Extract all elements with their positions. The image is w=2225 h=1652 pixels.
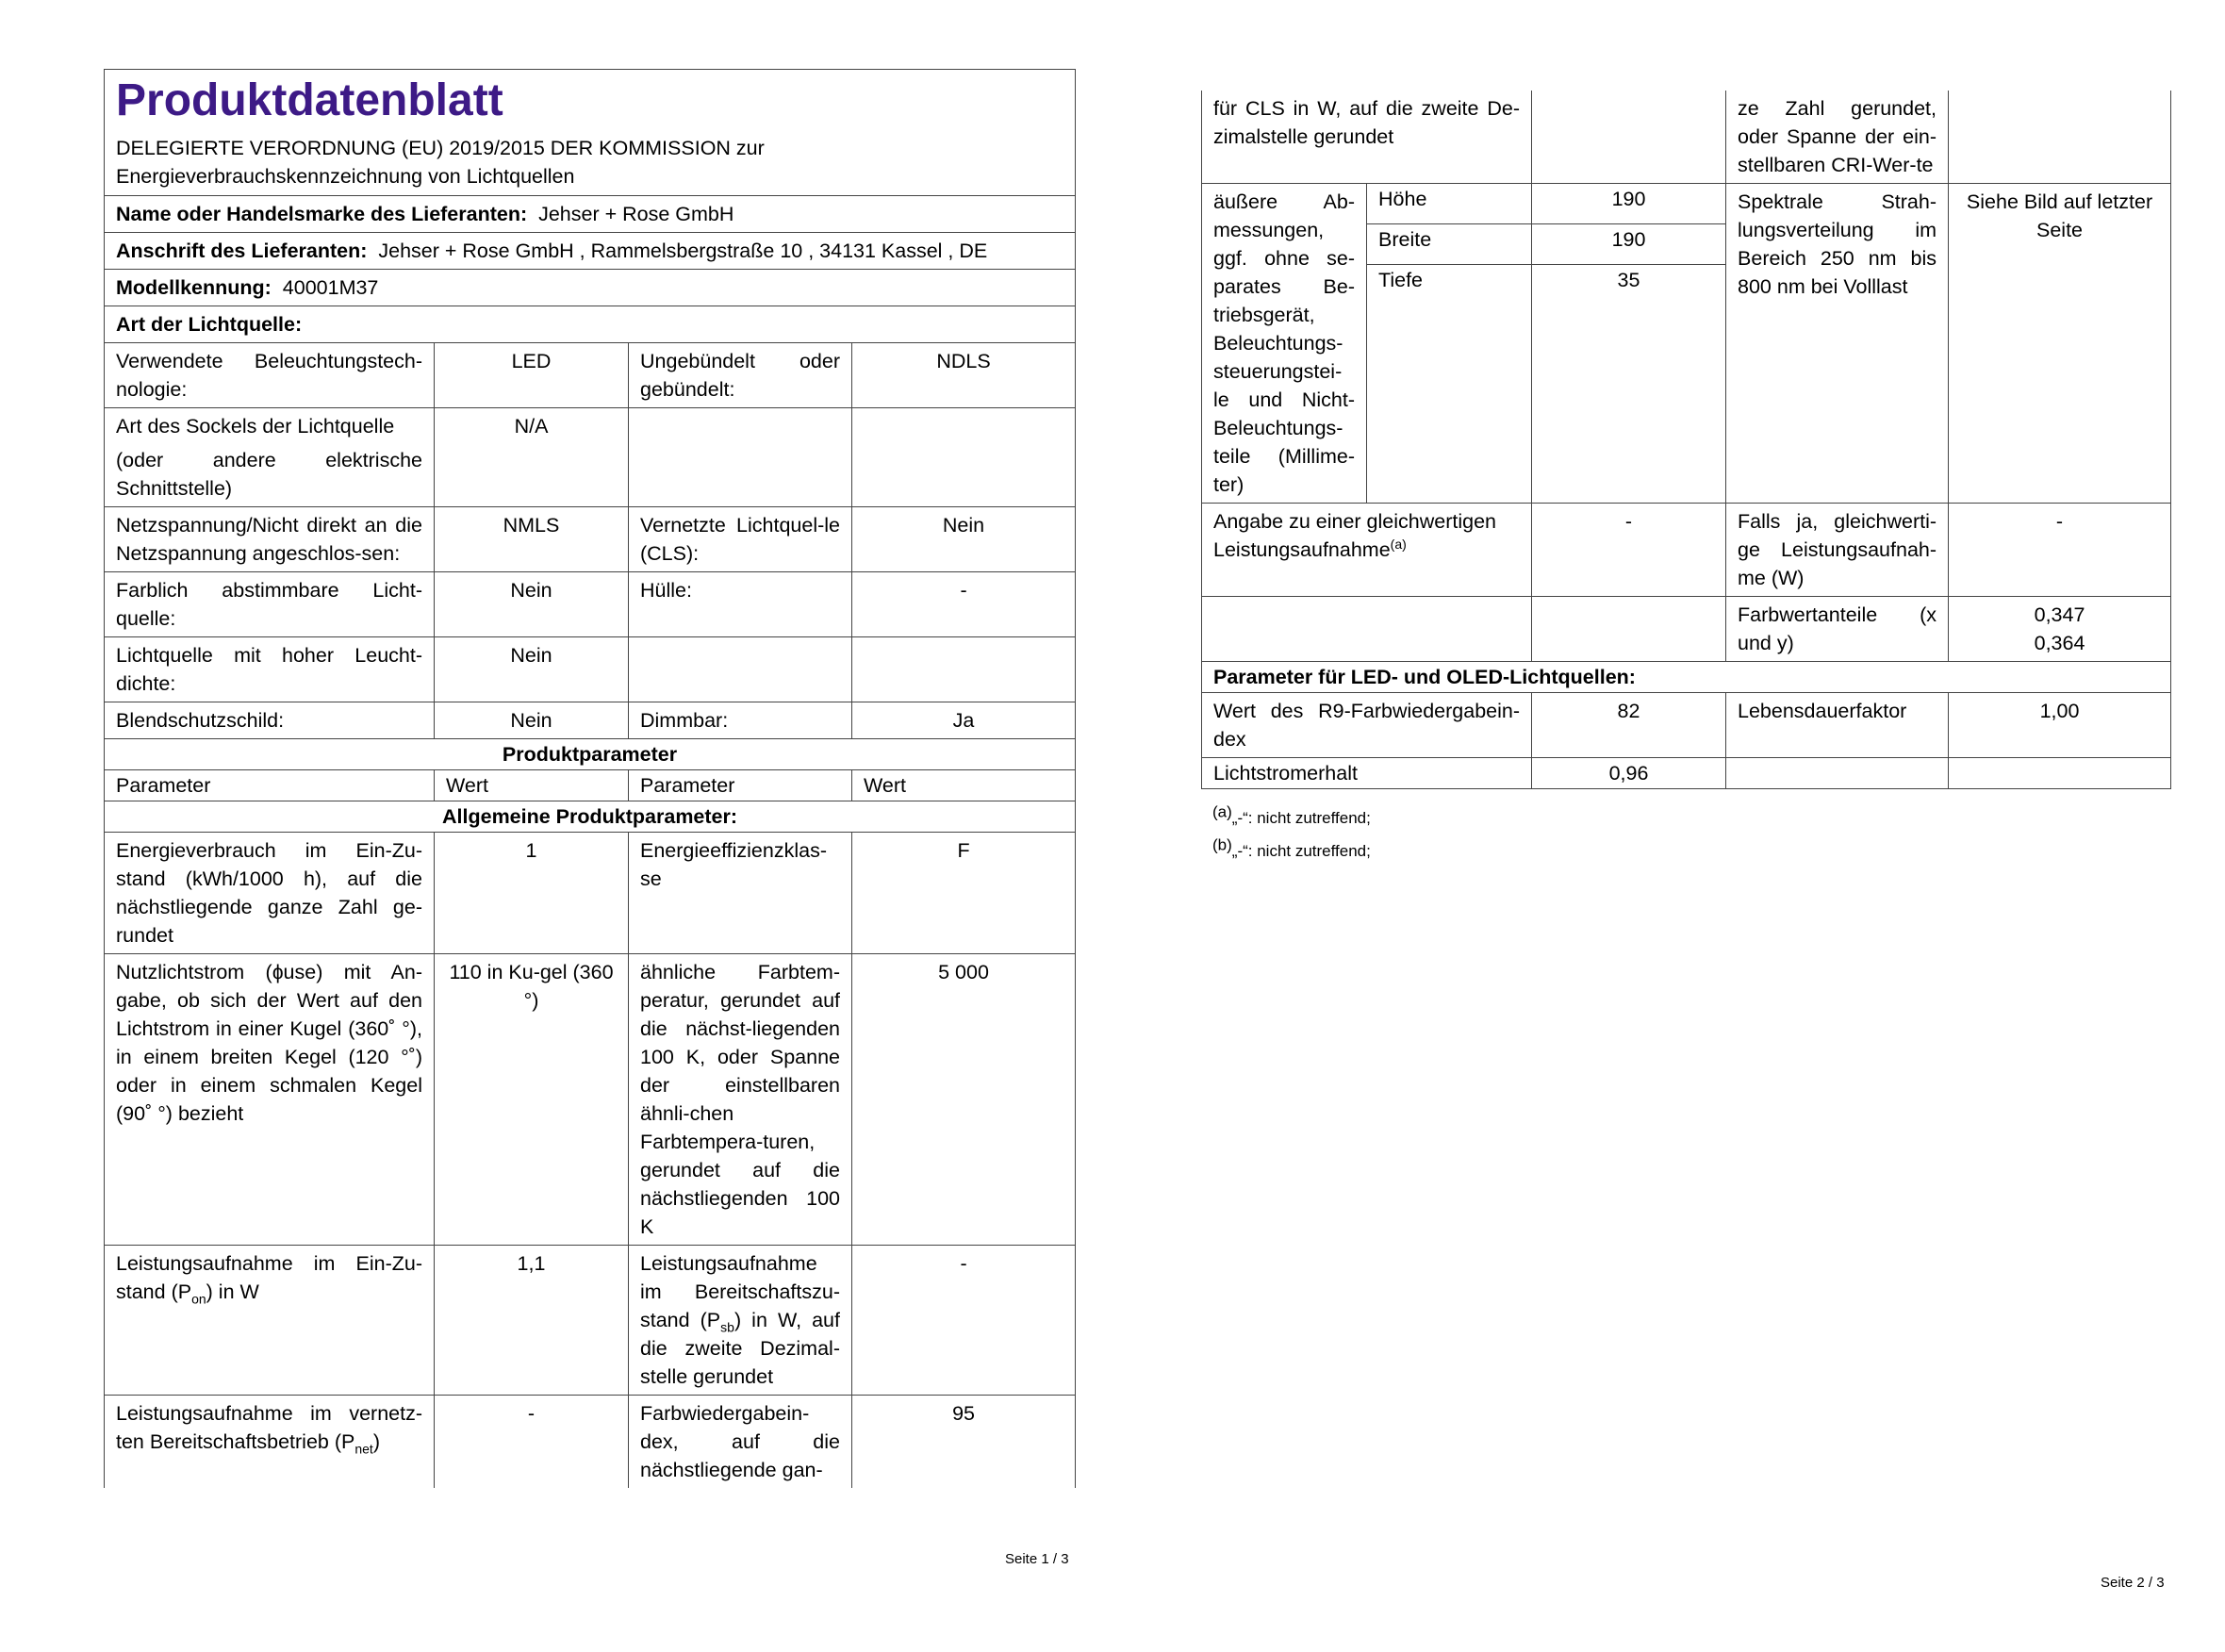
cap-label-2: (oder andere elektrische Schnittstelle) [116,449,422,500]
mains-label: Netzspannung/Nicht direkt an die Netzspannung angeschlos-sen: [105,507,435,572]
cls-label: Vernetzte Lichtquel-le (CLS): [629,507,852,572]
equivalent-power-text: Angabe zu einer gleichwertigen Leistungsaufnahme [1213,510,1497,561]
eec-value: F [852,833,1076,954]
pon-sub: on [191,1291,206,1307]
page-number-2: Seite 2 / 3 [2101,1575,2165,1591]
pon-label-text-end: ) in W [206,1280,259,1303]
empty-cell [629,408,852,507]
r9-label: Wert des R9-Farbwiedergabein-dex [1202,693,1532,758]
footnote-a-mark: (a) [1212,802,1232,821]
cct-value: 5 000 [852,954,1076,1246]
pon-label-text: Leistungsaufnahme im Ein-Zu-stand (P [116,1252,422,1303]
spectral-value: Siehe Bild auf letzter Seite [1949,184,2171,504]
supplier-address-value: Jehser + Rose GmbH , Rammelsbergstraße 10 , 34131 Kassel , DE [378,240,988,262]
tech-label: Verwendete Beleuchtungstech-nologie: [105,343,435,408]
psb-label-text-end: ) in W, auf die zweite Dezimal-stelle gerundet [640,1309,840,1388]
col-header-value: Wert [435,770,629,801]
dimmable-label: Dimmbar: [629,702,852,739]
empty-cell [1726,758,1949,789]
pnet-label-continued: für CLS in W, auf die zweite De-zimalstelle gerundet [1202,91,1532,184]
chromaticity-y: 0,364 [2034,632,2085,654]
supplier-address-row [105,233,1076,270]
mains-value: NMLS [435,507,629,572]
cls-value: Nein [852,507,1076,572]
model-label: Modellkennung: [116,276,272,299]
tunable-label: Farblich abstimmbare Licht-quelle: [105,572,435,637]
empty-cell [1949,758,2171,789]
tunable-value: Nein [435,572,629,637]
dimensions-label: äußere Ab-messungen, ggf. ohne se-parates Be-triebsgerät, Beleuchtungs-steuerungstei-le und Nicht-Beleuchtungs-teile (Millime-ter) [1202,184,1367,504]
col-header-param: Parameter [105,770,435,801]
lumen-maintenance-value: 0,96 [1532,758,1726,789]
cap-value: N/A [435,408,629,507]
pon-value: 1,1 [435,1246,629,1396]
model-row [105,270,1076,306]
empty-cell [1949,91,2171,184]
survival-factor-label: Lebensdauerfaktor [1726,693,1949,758]
dimmable-value: Ja [852,702,1076,739]
empty-cell [629,637,852,702]
page-2 [1201,91,2170,789]
footnote-b-mark: (b) [1212,835,1232,854]
supplier-name-value: Jehser + Rose GmbH [538,203,734,225]
tech-value: LED [435,343,629,408]
footnote-a-text: „-“: nicht zutreffend; [1231,809,1371,827]
cct-label: ähnliche Farbtem-peratur, gerundet auf die nächst-liegenden 100 K, oder Spanne der einstellbaren ähnli-chen Farbtempera-turen, gerundet auf die nächstliegenden 100 K [629,954,852,1246]
supplier-address-label: Anschrift des Lieferanten: [116,240,368,262]
footnote-b-text: „-“: nicht zutreffend; [1231,842,1371,860]
footnote-ref-a: (a) [1390,536,1407,552]
empty-cell [1532,91,1726,184]
height-label: Höhe [1367,184,1532,224]
energy-value: 1 [435,833,629,954]
psb-label [629,1246,852,1396]
empty-cell [1202,597,1532,662]
general-params-header: Allgemeine Produktparameter: [105,801,1076,833]
spectral-label: Spektrale Strah-lungsverteilung im Bereich 250 nm bis 800 nm bei Volllast [1726,184,1949,504]
col-header-param: Parameter [629,770,852,801]
if-yes-value: - [1949,504,2171,597]
footnote-b [1212,835,1371,861]
eec-label: Energieeffizienzklas-se [629,833,852,954]
anti-glare-label: Blendschutzschild: [105,702,435,739]
bundled-value: NDLS [852,343,1076,408]
width-label: Breite [1367,224,1532,265]
flux-value: 110 in Ku-gel (360 °) [435,954,629,1246]
chromaticity-label: Farbwertanteile (x und y) [1726,597,1949,662]
pnet-label-text-end: ) [372,1430,380,1453]
high-luminance-label: Lichtquelle mit hoher Leucht-dichte: [105,637,435,702]
product-params-header: Produktparameter [105,739,1076,770]
pnet-sub: net [354,1441,373,1457]
light-source-type-header: Art der Lichtquelle: [105,306,1076,343]
equivalent-power-label [1202,504,1532,597]
pon-label [105,1246,435,1396]
lumen-maintenance-label: Lichtstromerhalt [1202,758,1532,789]
regulation-text: DELEGIERTE VERORDNUNG (EU) 2019/2015 DER KOMMISSION zur Energieverbrauchskennzeichnung von Lichtquellen [116,137,765,188]
psb-value: - [852,1246,1076,1396]
survival-factor-value: 1,00 [1949,693,2171,758]
high-luminance-value: Nein [435,637,629,702]
model-value: 40001M37 [282,276,379,299]
cri-value: 95 [852,1396,1076,1489]
width-value: 190 [1532,224,1726,265]
page-number-1: Seite 1 / 3 [1005,1551,1069,1567]
datasheet-table-page1 [104,69,1076,1488]
psb-label-text: Leistungsaufnahme im Bereitschaftszu-stand (P [640,1252,840,1331]
height-value: 190 [1532,184,1726,224]
page-title: Produktdatenblatt [116,75,503,125]
psb-sub: sb [720,1319,734,1335]
empty-cell [852,637,1076,702]
pnet-value: - [435,1396,629,1489]
chromaticity-value [1949,597,2171,662]
pnet-label [105,1396,435,1489]
led-params-header: Parameter für LED- und OLED-Lichtquellen: [1202,662,2171,693]
envelope-label: Hülle: [629,572,852,637]
energy-label: Energieverbrauch im Ein-Zu-stand (kWh/1000 h), auf die nächstliegende ganze Zahl ge-rundet [105,833,435,954]
depth-value: 35 [1532,265,1726,504]
chromaticity-x: 0,347 [2034,603,2085,626]
footnote-a [1212,802,1371,828]
col-header-value: Wert [852,770,1076,801]
envelope-value: - [852,572,1076,637]
page-1 [104,69,1075,1488]
empty-cell [852,408,1076,507]
depth-label: Tiefe [1367,265,1532,504]
anti-glare-value: Nein [435,702,629,739]
cri-label: Farbwiedergabein-dex, auf die nächstliegende gan- [629,1396,852,1489]
cap-label-cell [105,408,435,507]
empty-cell [1532,597,1726,662]
supplier-name-row [105,196,1076,233]
flux-label: Nutzlichtstrom (ɸuse) mit An-gabe, ob sich der Wert auf den Lichtstrom in einer Kugel (360˚ °), in einem breiten Kegel (120 °˚) oder in einem schmalen Kegel (90˚ °) bezieht [105,954,435,1246]
cap-label-1: Art des Sockels der Lichtquelle [116,415,395,438]
r9-value: 82 [1532,693,1726,758]
pnet-label-text: Leistungsaufnahme im vernetz-ten Bereitschaftsbetrieb (P [116,1402,422,1453]
header-cell [105,70,1076,196]
datasheet-table-page2 [1201,91,2171,789]
bundled-label: Ungebündelt oder gebündelt: [629,343,852,408]
equivalent-power-value: - [1532,504,1726,597]
cri-label-continued: ze Zahl gerundet, oder Spanne der ein-stellbaren CRI-Wer-te [1726,91,1949,184]
if-yes-label: Falls ja, gleichwerti-ge Leistungsaufnah-me (W) [1726,504,1949,597]
supplier-name-label: Name oder Handelsmarke des Lieferanten: [116,203,528,225]
